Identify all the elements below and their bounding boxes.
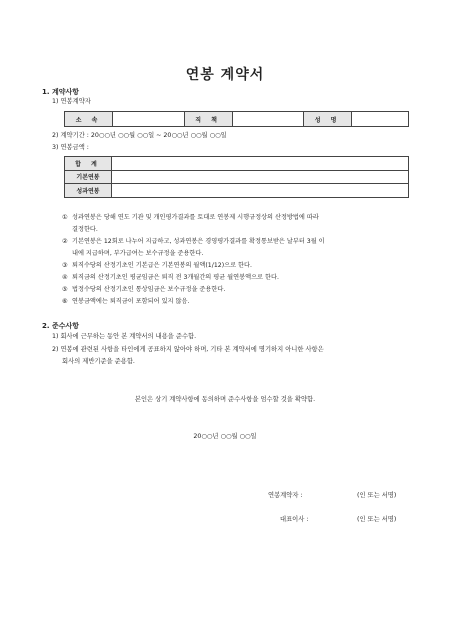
compliance-item-2-cont: 회사의 제반기준을 준용함. (62, 358, 135, 365)
ceo-signature-field: (인 또는 서명) (357, 516, 397, 523)
compliance-item-1: 1) 회사에 근무하는 동안 본 계약서의 내용을 준수함. (52, 333, 197, 340)
document-title: 연봉 계약서 (185, 67, 265, 83)
contractor-signature-field: (인 또는 서명) (357, 492, 397, 499)
total-label: 합 계 (65, 157, 112, 171)
salary-amount-label: 3) 연봉금액 : (52, 144, 89, 151)
contractor-table (64, 111, 409, 127)
note-6: ⑥ 연봉금액에는 퇴직금이 포함되어 있지 않음. (62, 298, 190, 305)
position-cell (232, 112, 303, 127)
performance-salary-label: 성과연봉 (65, 184, 112, 198)
name-label: 성 명 (304, 112, 352, 127)
position-label: 직 책 (184, 112, 232, 127)
salary-table (64, 156, 409, 198)
note-4: ④ 퇴직금의 산정기초인 평균임금은 퇴직 전 3개월간의 평균 월연봉액으로 한다. (62, 274, 279, 281)
department-label: 소 속 (65, 112, 113, 127)
contractor-label: 1) 연봉계약자 (52, 98, 91, 105)
note-5: ⑤ 법정수당의 산정기초인 통상임금은 보수규정을 준용한다. (62, 286, 226, 293)
department-cell (113, 112, 184, 127)
contract-period: 2) 계약기간 : 20○○년 ○○월 ○○일 ~ 20○○년 ○○월 ○○일 (52, 132, 227, 139)
section-1-heading: 1. 계약사항 (42, 88, 80, 96)
total-cell (112, 157, 409, 171)
base-salary-label: 기본연봉 (65, 170, 112, 184)
base-salary-cell (112, 170, 409, 184)
performance-salary-cell (112, 184, 409, 198)
note-3: ③ 퇴직수당의 산정기초인 기본급은 기본연봉의 월액(1/12)으로 한다. (62, 262, 252, 269)
ceo-signature-label: 대표이사 : (280, 516, 309, 523)
contractor-signature-label: 연봉계약자 : (268, 492, 303, 499)
section-2-heading: 2. 준수사항 (42, 322, 80, 330)
agreement-statement: 본인은 상기 계약사항에 동의하며 준수사항을 엄수할 것을 확약함. (134, 396, 316, 403)
compliance-item-2: 2) 연봉에 관련된 사항을 타인에게 공표하지 않아야 하며, 기타 본 계약서에 명기하지 아니한 사항은 (52, 346, 324, 353)
name-cell (352, 112, 409, 127)
note-2: ② 기본연봉은 12회로 나누어 지급하고, 성과연봉은 경영평가결과를 확정통보받은 날부터 3월 이 내에 지급하며, 부가급여는 보수규정을 준용한다. (62, 238, 325, 257)
contract-date: 20○○년 ○○월 ○○일 (193, 433, 257, 440)
note-1: ① 성과연봉은 당해 연도 기관 및 개인평가결과를 토대로 연봉제 시행규정상의 산정방법에 따라 결정한다. (62, 214, 319, 233)
